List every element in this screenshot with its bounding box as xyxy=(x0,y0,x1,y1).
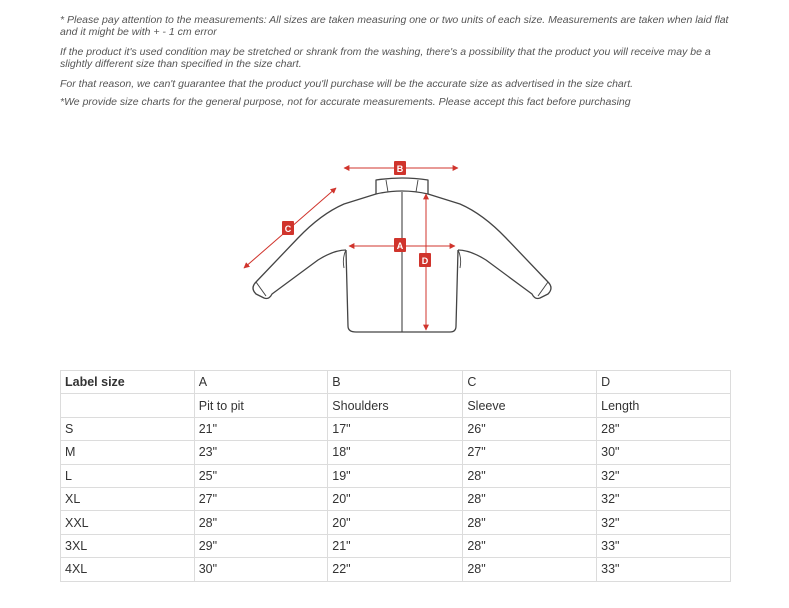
jacket-outline xyxy=(253,178,551,332)
table-cell: 33" xyxy=(597,534,731,557)
table-row-m xyxy=(61,441,731,464)
note-used-condition: If the product it's used condition may be stretched or shrank from the washing, there's a possibility that the product you will receive may be a slightly different size than specified in the size chart. xyxy=(60,46,711,70)
table-header-row xyxy=(61,371,731,394)
marker-b-label: B xyxy=(396,164,404,174)
measurement-notes xyxy=(60,14,740,116)
table-cell: 27" xyxy=(194,487,328,510)
table-cell: 4XL xyxy=(61,558,195,581)
jacket-collar-inner xyxy=(386,180,418,192)
table-cell: 28" xyxy=(194,511,328,534)
header-a: A xyxy=(194,371,328,394)
table-cell: 19" xyxy=(328,464,463,487)
table-cell: 28" xyxy=(463,511,597,534)
marker-a-label: A xyxy=(396,241,404,251)
table-cell: 17" xyxy=(328,417,463,440)
table-subheader-row xyxy=(61,394,731,417)
table-cell: 3XL xyxy=(61,534,195,557)
table-cell: 21" xyxy=(194,417,328,440)
table-cell: 32" xyxy=(597,487,731,510)
subheader-empty xyxy=(61,394,195,417)
table-cell: 28" xyxy=(597,417,731,440)
jacket-measurement-diagram xyxy=(236,158,556,338)
marker-d xyxy=(419,253,431,267)
table-cell: 29" xyxy=(194,534,328,557)
header-c: C xyxy=(463,371,597,394)
table-cell: 28" xyxy=(463,464,597,487)
table-cell: 20" xyxy=(328,511,463,534)
jacket-left-cuff xyxy=(256,282,266,296)
table-cell: 33" xyxy=(597,558,731,581)
marker-a xyxy=(394,238,406,252)
header-b: B xyxy=(328,371,463,394)
table-cell: 27" xyxy=(463,441,597,464)
table-cell: 20" xyxy=(328,487,463,510)
table-cell: 18" xyxy=(328,441,463,464)
measurement-arrows xyxy=(244,168,458,330)
table-cell: 22" xyxy=(328,558,463,581)
jacket-collar xyxy=(376,178,428,194)
table-cell: 28" xyxy=(463,558,597,581)
note-measurement-disclaimer: * Please pay attention to the measurements: All sizes are taken measuring one or two units of each size. Measurements are taken when laid flat and it might be with + - 1 cm error xyxy=(60,14,729,38)
marker-d-label: D xyxy=(421,256,429,266)
table-cell: 30" xyxy=(597,441,731,464)
jacket-right-cuff xyxy=(538,282,548,296)
header-label-size: Label size xyxy=(61,371,195,394)
subheader-pit-to-pit: Pit to pit xyxy=(194,394,328,417)
table-cell: 25" xyxy=(194,464,328,487)
subheader-shoulders: Shoulders xyxy=(328,394,463,417)
table-row-xxl xyxy=(61,511,731,534)
table-cell: 28" xyxy=(463,534,597,557)
table-cell: 26" xyxy=(463,417,597,440)
table-cell: 28" xyxy=(463,487,597,510)
table-row-3xl xyxy=(61,534,731,557)
table-cell: 32" xyxy=(597,464,731,487)
table-row-l xyxy=(61,464,731,487)
subheader-sleeve: Sleeve xyxy=(463,394,597,417)
table-cell: S xyxy=(61,417,195,440)
subheader-length: Length xyxy=(597,394,731,417)
marker-c xyxy=(282,221,294,235)
note-general-purpose: *We provide size charts for the general purpose, not for accurate measurements. Please accept this fact before purchasing xyxy=(60,96,631,108)
table-row-xl xyxy=(61,487,731,510)
table-cell: L xyxy=(61,464,195,487)
header-d: D xyxy=(597,371,731,394)
table-cell: 21" xyxy=(328,534,463,557)
table-cell: XL xyxy=(61,487,195,510)
table-cell: 23" xyxy=(194,441,328,464)
table-cell: 30" xyxy=(194,558,328,581)
marker-b xyxy=(394,161,406,175)
size-chart-table xyxy=(60,370,731,582)
table-cell: XXL xyxy=(61,511,195,534)
marker-c-label: C xyxy=(284,224,292,234)
table-row-s xyxy=(61,417,731,440)
table-row-4xl xyxy=(61,558,731,581)
note-no-guarantee: For that reason, we can't guarantee that the product you'll purchase will be the accurate size as advertised in the size chart. xyxy=(60,78,634,90)
table-cell: M xyxy=(61,441,195,464)
table-cell: 32" xyxy=(597,511,731,534)
